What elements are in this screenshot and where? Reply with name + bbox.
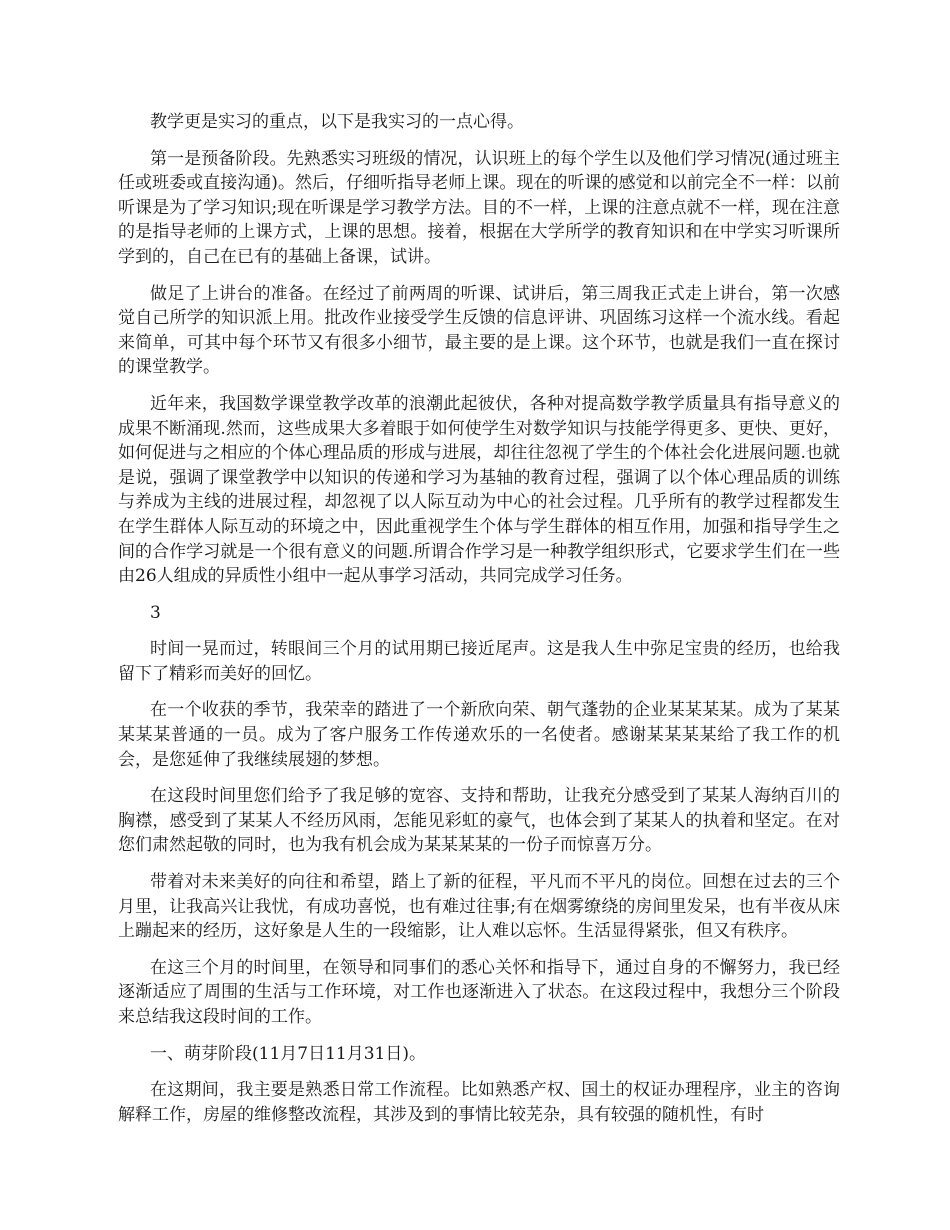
paragraph-gratitude: 在这段时间里您们给予了我足够的宽容、支持和帮助，让我充分感受到了某某人海纳百川的胸襟，感受到了某某人不经历风雨，怎能见彩虹的豪气，也体会到了某某人的执着和坚定。在对您们肃然起敬的同时，也为我有机会成为某某某某的一份子而惊喜万分。 [118,786,840,856]
paragraph-teaching-intro: 教学更是实习的重点，以下是我实习的一点心得。 [150,112,524,132]
paragraph-probation-end: 时间一晃而过，转眼间三个月的试用期已接近尾声。这是我人生中弥足宝贵的经历，也给我留下了精彩而美好的回忆。 [118,639,840,684]
paragraph-daily-workflow: 在这期间，我主要是熟悉日常工作流程。比如熟悉产权、国土的权证办理程序，业主的咨询解释工作，房屋的维修整改流程，其涉及到的事情比较芜杂，具有较强的随机性，有时 [118,1080,840,1125]
paragraph-new-journey: 带着对未来美好的向往和希望，踏上了新的征程，平凡而不平凡的岗位。回想在过去的三个月里，让我高兴让我忧，有成功喜悦，也有难过往事;有在烟雾缭绕的房间里发呆，也有半夜从床上蹦起来的经历，这好象是人生的一段缩影，让人难以忘怀。生活显得紧张，但又有秩序。 [118,872,840,942]
paragraph-joining-company: 在一个收获的季节，我荣幸的踏进了一个新欣向荣、朝气蓬勃的企业某某某某。成为了某某某某某普通的一员。成为了客户服务工作传递欢乐的一名使者。感谢某某某某给了我工作的机会，是您延伸了我继续展翅的梦想。 [118,700,840,770]
document-body [118,110,840,1139]
section-number: 3 [150,602,161,623]
paragraph-podium-ready: 做足了上讲台的准备。在经过了前两周的听课、试讲后，第三周我正式走上讲台，第一次感觉自己所学的知识派上用。批改作业接受学生反馈的信息评讲、巩固练习这样一个流水线。看起来简单，可其中每个环节又有很多小细节，最主要的是上课。这个环节，也就是我们一直在探讨的课堂教学。 [118,283,840,378]
paragraph-three-months: 在这三个月的时间里，在领导和同事们的悉心关怀和指导下，通过自身的不懈努力，我已经逐渐适应了周围的生活与工作环境，对工作也逐渐进入了状态。在这段过程中，我想分三个阶段来总结我这段时间的工作。 [118,957,840,1027]
paragraph-preparation-stage: 第一是预备阶段。先熟悉实习班级的情况，认识班上的每个学生以及他们学习情况(通过班主任或班委或直接沟通)。然后，仔细听指导老师上课。现在的听课的感觉和以前完全不一样：以前听课是为了学习知识;现在听课是学习教学方法。目的不一样，上课的注意点就不一样，现在注意的是指导老师的上课方式，上课的思想。接着，根据在大学所学的教育知识和在中学实习听课所学到的，自己在已有的基础上备课，试讲。 [118,148,840,267]
paragraph-math-reform: 近年来，我国数学课堂教学改革的浪潮此起彼伏，各种对提高数学教学质量具有指导意义的成果不断涌现.然而，这些成果大多着眼于如何使学生对数学知识与技能学得更多、更快、更好，如何促进与之相应的个体心理品质的形成与进展，却往往忽视了学生的个体社会化进展问题.也就是说，强调了课堂教学中以知识的传递和学习为基轴的教育过程，强调了以个体心理品质的训练与养成为主线的进展过程，却忽视了以人际互动为中心的社会过程。几乎所有的教学过程都发生在学生群体人际互动的环境之中，因此重视学生个体与学生群体的相互作用，加强和指导学生之间的合作学习就是一个很有意义的问题.所谓合作学习是一种教学组织形式，它要求学生们在一些由26人组成的异质性小组中一起从事学习活动，共同完成学习任务。 [118,393,840,587]
paragraph-sprout-stage-heading: 一、萌芽阶段(11月7日11月31日)。 [150,1043,426,1064]
